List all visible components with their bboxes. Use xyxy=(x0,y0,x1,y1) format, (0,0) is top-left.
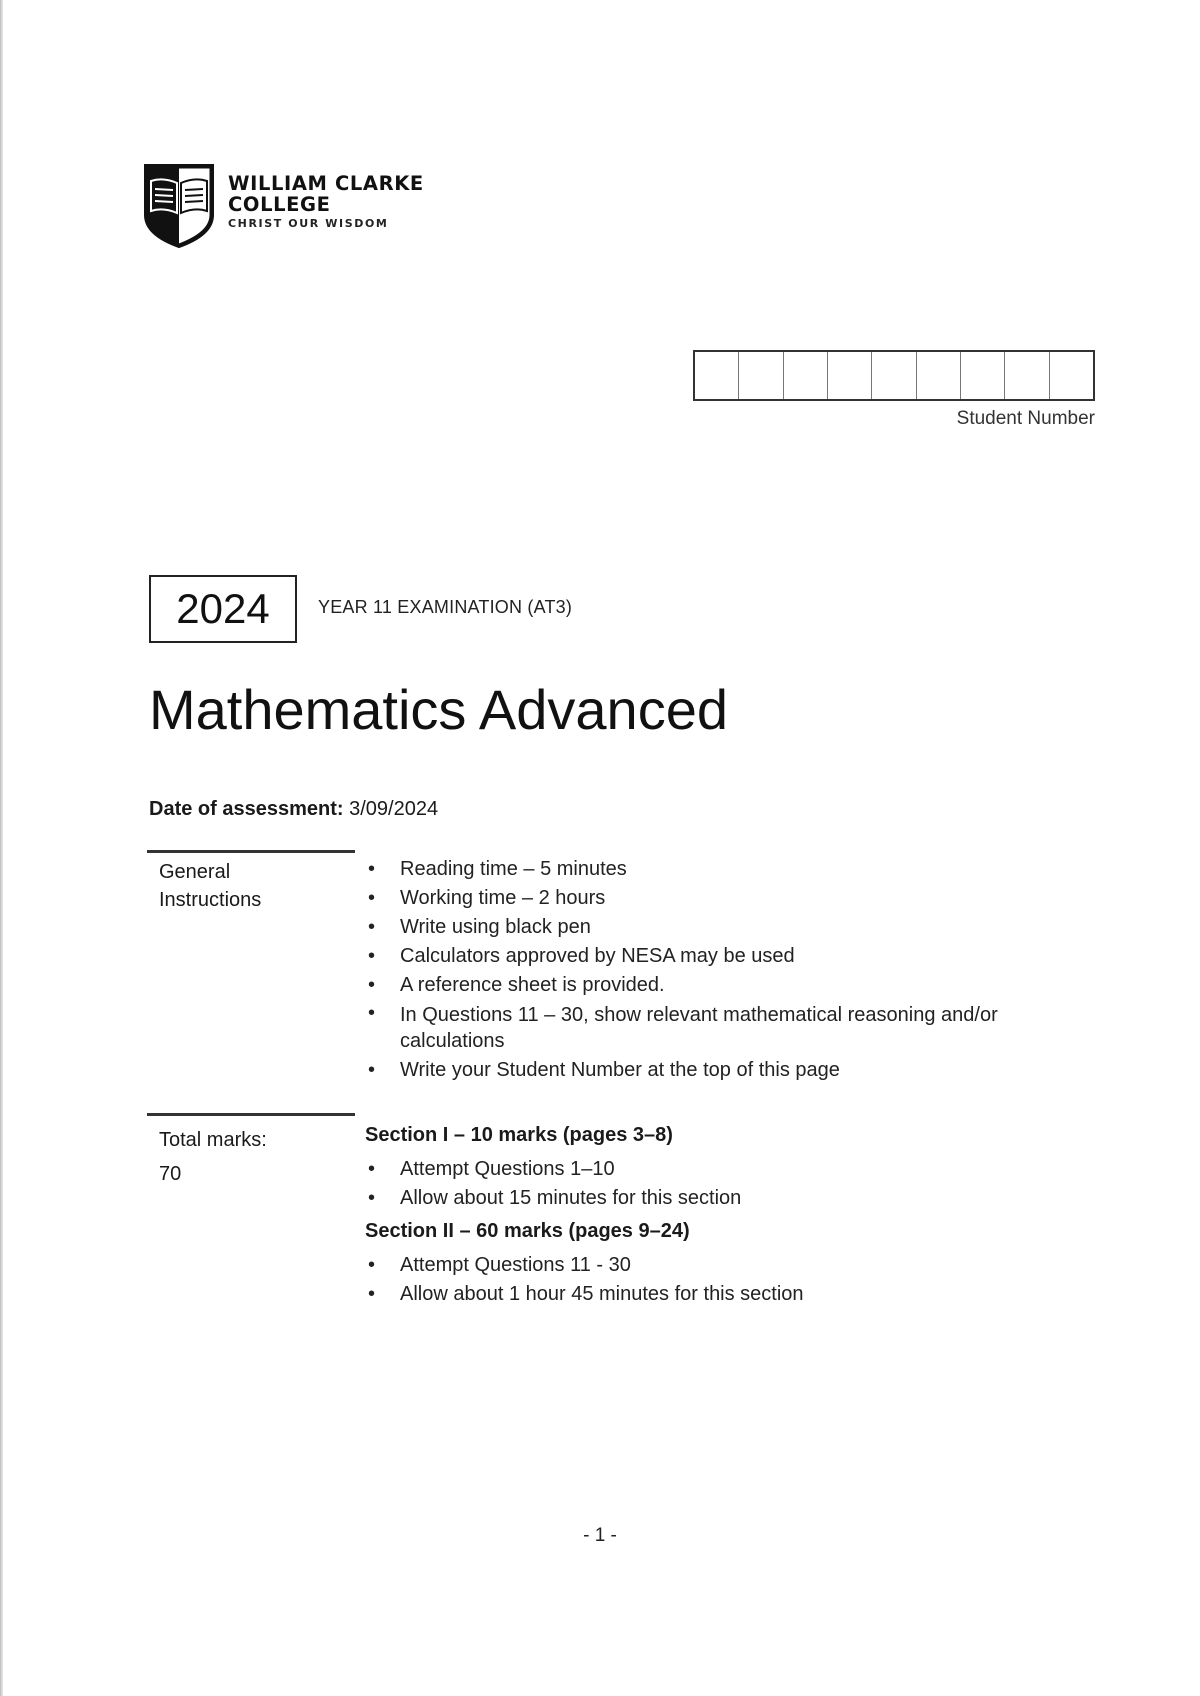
subject-title: Mathematics Advanced xyxy=(149,678,728,741)
instruction-text: In Questions 11 – 30, show relevant mathematical reasoning and/or calculations xyxy=(400,1004,998,1052)
bullet-icon: • xyxy=(368,1158,376,1180)
bullet-icon: • xyxy=(368,1059,376,1081)
bullet-icon: • xyxy=(368,887,376,909)
instruction-text: A reference sheet is provided. xyxy=(400,974,665,996)
instruction-text: Working time – 2 hours xyxy=(400,887,606,909)
section-1-list xyxy=(365,1155,1065,1213)
instruction-text: Reading time – 5 minutes xyxy=(400,858,627,880)
section-1-item: Attempt Questions 1–10 xyxy=(400,1158,615,1180)
date-value: 3/09/2024 xyxy=(349,798,439,820)
instruction-text: Calculators approved by NESA may be used xyxy=(400,945,795,967)
list-item xyxy=(365,855,1065,884)
section-2-item: Attempt Questions 11 - 30 xyxy=(400,1254,631,1276)
logo-wordmark xyxy=(228,173,424,230)
section-2-list xyxy=(365,1251,1065,1309)
student-number-cell[interactable] xyxy=(1005,352,1049,399)
college-motto: CHRIST OUR WISDOM xyxy=(228,217,389,230)
college-name-line2: COLLEGE xyxy=(228,193,331,216)
student-number-cell[interactable] xyxy=(828,352,872,399)
bullet-icon: • xyxy=(368,1002,376,1024)
general-instructions-label xyxy=(159,858,261,914)
student-number-label: Student Number xyxy=(956,408,1095,429)
college-logo xyxy=(143,163,463,249)
instruction-text: Write your Student Number at the top of this page xyxy=(400,1059,840,1081)
assessment-date xyxy=(149,798,438,821)
section-2-heading: Section II – 60 marks (pages 9–24) xyxy=(365,1220,690,1242)
college-name-line1: WILLIAM CLARKE xyxy=(228,172,424,195)
student-number-cell[interactable] xyxy=(917,352,961,399)
list-item xyxy=(365,1280,1065,1309)
student-number-cell[interactable] xyxy=(739,352,783,399)
bullet-icon: • xyxy=(368,1254,376,1276)
list-item xyxy=(365,884,1065,913)
bullet-icon: • xyxy=(368,916,376,938)
general-instructions-label-line1: General xyxy=(159,861,231,883)
list-item xyxy=(365,1184,1065,1213)
bullet-icon: • xyxy=(368,1187,376,1209)
exam-label: YEAR 11 EXAMINATION (AT3) xyxy=(318,597,573,617)
student-number-cell[interactable] xyxy=(961,352,1005,399)
total-marks-label: Total marks: xyxy=(159,1129,267,1151)
bullet-icon: • xyxy=(368,945,376,967)
marks-divider xyxy=(147,1113,355,1116)
general-instructions-list xyxy=(365,855,1065,1085)
page-number: - 1 - xyxy=(583,1525,617,1546)
list-item xyxy=(365,913,1065,942)
section-1-heading: Section I – 10 marks (pages 3–8) xyxy=(365,1124,673,1146)
student-number-cell[interactable] xyxy=(695,352,739,399)
list-item xyxy=(365,942,1065,971)
general-instructions-label-line2: Instructions xyxy=(159,889,262,911)
student-number-cell[interactable] xyxy=(1050,352,1093,399)
student-number-cell[interactable] xyxy=(872,352,916,399)
instruction-text: Write using black pen xyxy=(400,916,591,938)
section-1-item: Allow about 15 minutes for this section xyxy=(400,1187,742,1209)
bullet-icon: • xyxy=(368,1283,376,1305)
list-item xyxy=(365,1000,1065,1056)
scan-edge xyxy=(0,0,3,1696)
list-item xyxy=(365,1056,1065,1085)
date-label: Date of assessment: xyxy=(149,798,344,820)
college-crest-icon xyxy=(143,163,215,249)
total-marks-value: 70 xyxy=(159,1163,182,1185)
list-item xyxy=(365,1155,1065,1184)
bullet-icon: • xyxy=(368,974,376,996)
student-number-cell[interactable] xyxy=(784,352,828,399)
instructions-divider xyxy=(147,850,355,853)
year-box: 2024 xyxy=(149,575,297,643)
bullet-icon: • xyxy=(368,858,376,880)
list-item xyxy=(365,1251,1065,1280)
total-marks-label-block xyxy=(159,1123,267,1191)
list-item xyxy=(365,971,1065,1000)
section-2-item: Allow about 1 hour 45 minutes for this section xyxy=(400,1283,804,1305)
student-number-boxes[interactable] xyxy=(693,350,1095,401)
